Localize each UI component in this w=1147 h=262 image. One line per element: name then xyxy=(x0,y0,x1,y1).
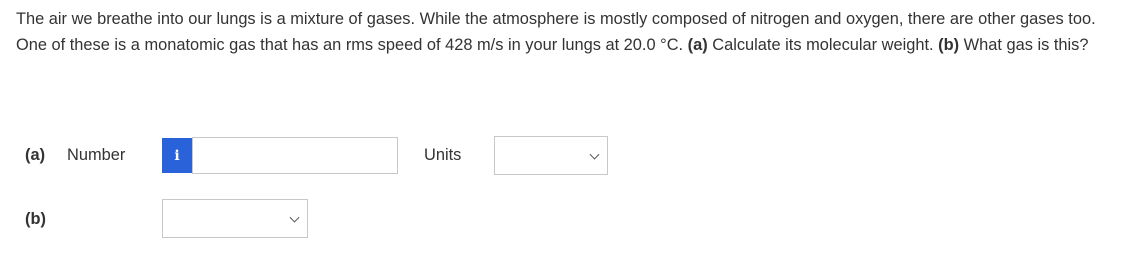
question-intro: The air we breathe into our lungs is a mixture of gases. While the atmosphere is mostly composed of nitrogen and oxygen, there are other gases too. One of these is a monatomic gas that has an rms speed of 428 m/s in your lungs at 20.0 °C. xyxy=(16,10,1096,54)
number-label: Number xyxy=(67,146,126,164)
info-icon[interactable] xyxy=(162,138,192,173)
gas-select[interactable] xyxy=(162,199,308,238)
chevron-down-icon xyxy=(590,149,600,159)
question-text xyxy=(16,6,1131,58)
question-part-b-text: What gas is this? xyxy=(959,36,1089,54)
question-part-a-tag: (a) xyxy=(687,36,708,54)
part-a-label: (a) xyxy=(25,146,46,164)
number-input[interactable] xyxy=(192,137,398,174)
units-label: Units xyxy=(424,146,462,164)
part-b-label: (b) xyxy=(25,210,46,228)
question-part-a-text: Calculate its molecular weight. xyxy=(707,36,939,54)
question-part-b-tag: (b) xyxy=(938,36,960,54)
units-select[interactable] xyxy=(494,136,608,175)
chevron-down-icon xyxy=(290,212,300,222)
info-glyph: i xyxy=(174,147,180,164)
